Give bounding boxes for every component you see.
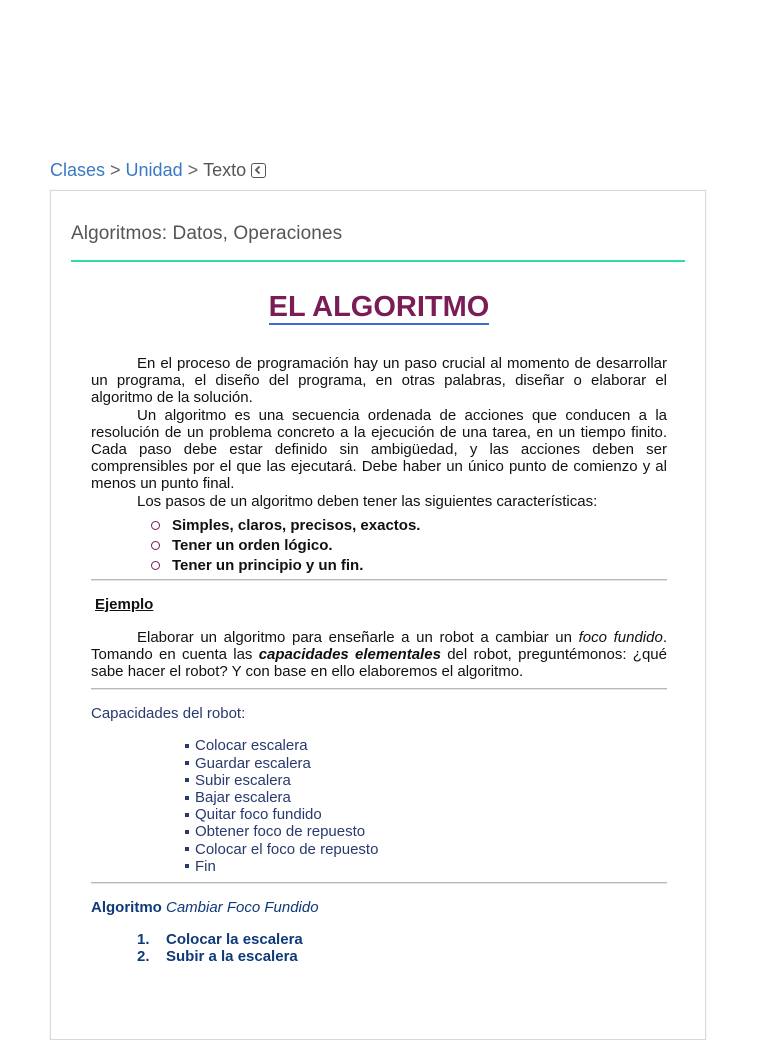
breadcrumb-texto: Texto xyxy=(203,160,247,180)
text-span: Elaborar un algoritmo para enseñarle a un robot a cambiar un xyxy=(137,628,579,646)
breadcrumb-unidad-link[interactable]: Unidad xyxy=(125,160,183,180)
list-item-text: Obtener foco de repuesto xyxy=(195,823,366,841)
list-item xyxy=(151,557,667,574)
breadcrumb-separator: > xyxy=(110,160,121,180)
paragraph-example xyxy=(91,629,667,681)
circle-bullet-icon xyxy=(151,541,160,550)
list-item xyxy=(185,823,667,840)
algorithm-heading xyxy=(91,899,667,916)
document-title xyxy=(91,291,667,343)
capabilities-list xyxy=(185,737,667,875)
circle-bullet-icon xyxy=(151,561,160,570)
list-item xyxy=(185,841,667,858)
list-item-text: Colocar el foco de repuesto xyxy=(195,840,379,858)
list-item xyxy=(185,806,667,823)
algorithm-steps xyxy=(137,931,667,965)
algorithm-heading-name: Cambiar Foco Fundido xyxy=(166,899,319,917)
list-item-text: Simples, claros, precisos, exactos. xyxy=(172,516,421,534)
square-bullet-icon xyxy=(185,830,189,834)
text-span: . Tomando en cuenta las xyxy=(91,628,668,663)
text-span: del robot, preguntémonos: ¿qué sabe hacer el robot? Y con base en ello elaboremos el algoritmo. xyxy=(91,645,667,681)
list-item xyxy=(151,537,667,554)
divider xyxy=(91,579,667,581)
step-text: Subir a la escalera xyxy=(166,948,298,966)
chevron-left-icon[interactable] xyxy=(251,163,266,178)
list-item-text: Tener un principio y un fin. xyxy=(172,557,364,575)
document-body xyxy=(91,291,667,966)
characteristics-list xyxy=(151,517,667,575)
breadcrumb xyxy=(50,158,266,182)
list-item-text: Tener un orden lógico. xyxy=(172,537,333,555)
lesson-card xyxy=(50,190,706,1040)
divider xyxy=(91,688,667,690)
algorithm-heading-label: Algoritmo xyxy=(91,899,166,917)
breadcrumb-clases-link[interactable]: Clases xyxy=(50,160,106,180)
list-item-text: Quitar foco fundido xyxy=(195,806,322,824)
list-item xyxy=(137,931,667,948)
list-item xyxy=(185,789,667,806)
square-bullet-icon xyxy=(185,796,189,800)
step-number: 2. xyxy=(137,948,150,966)
example-heading: Ejemplo xyxy=(95,596,154,614)
square-bullet-icon xyxy=(185,813,189,817)
list-item xyxy=(185,858,667,875)
document-title-text: EL ALGORITMO xyxy=(268,291,490,323)
list-item-text: Colocar escalera xyxy=(195,737,308,755)
paragraph-definition: Un algoritmo es una secuencia ordenada de acciones que conducen a la resolución de un problema concreto a la ejecución de una tarea, en un tiempo finito. Cada paso debe estar definido sin ambigüedad, y las acciones deben ser comprensibles por el que las ejecutará. Debe haber un único punto de comienzo y al menos un punto final. xyxy=(91,406,667,493)
paragraph-characteristics-intro: Los pasos de un algoritmo deben tener las siguientes características: xyxy=(137,492,598,510)
square-bullet-icon xyxy=(185,744,189,748)
paragraph-intro: En el proceso de programación hay un paso crucial al momento de desarrollar un programa, el diseño del programa, en otras palabras, diseñar o elaborar el algoritmo de la solución. xyxy=(91,355,667,407)
square-bullet-icon xyxy=(185,864,189,868)
list-item-text: Guardar escalera xyxy=(195,754,311,772)
step-text: Colocar la escalera xyxy=(166,931,303,949)
step-number: 1. xyxy=(137,931,150,949)
list-item-text: Bajar escalera xyxy=(195,789,291,807)
square-bullet-icon xyxy=(185,761,189,765)
title-divider xyxy=(71,260,685,262)
card-title: Algoritmos: Datos, Operaciones xyxy=(71,223,343,244)
text-emphasis: capacidades elementales xyxy=(258,645,441,663)
list-item xyxy=(137,948,667,965)
list-item-text: Fin xyxy=(195,857,216,875)
breadcrumb-separator: > xyxy=(187,160,199,180)
list-item xyxy=(185,772,667,789)
list-item-text: Subir escalera xyxy=(195,771,291,789)
capabilities-heading: Capacidades del robot: xyxy=(91,705,246,723)
divider xyxy=(91,882,667,884)
square-bullet-icon xyxy=(185,778,189,782)
text-emphasis: foco fundido xyxy=(578,628,663,646)
list-item xyxy=(185,737,667,754)
circle-bullet-icon xyxy=(151,521,160,530)
list-item xyxy=(151,517,667,534)
list-item xyxy=(185,755,667,772)
square-bullet-icon xyxy=(185,847,189,851)
